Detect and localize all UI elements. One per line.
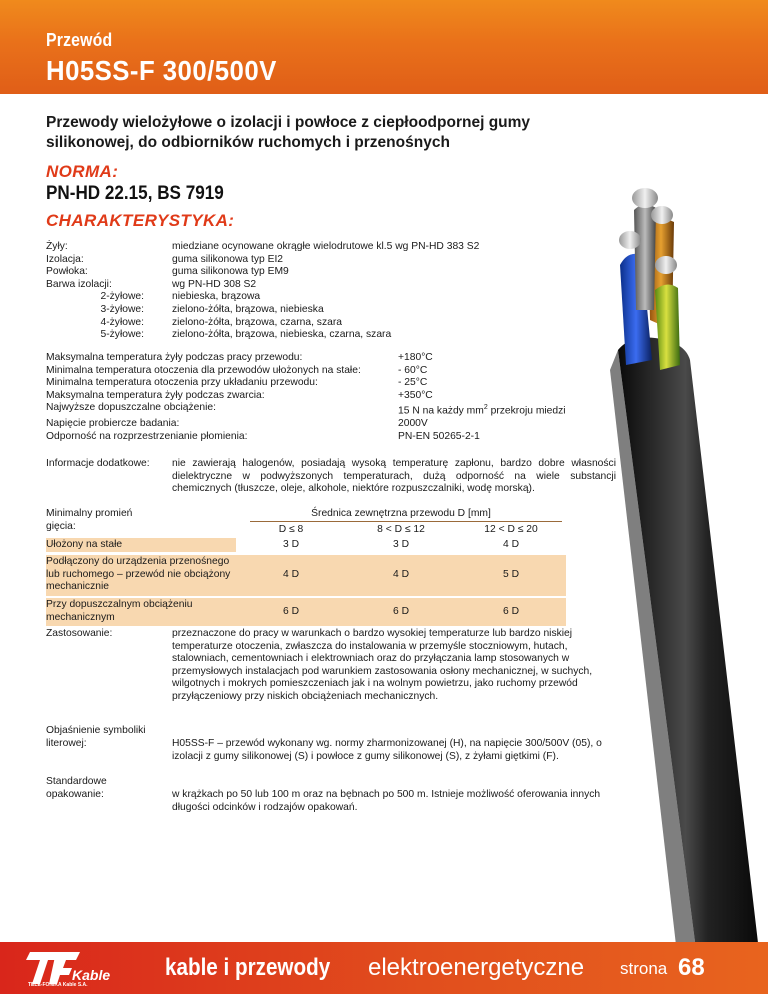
param-row (46, 390, 606, 403)
packaging-value: w krążkach po 50 lub 100 m oraz na bębnach po 500 m. Istnieje możliwość oferowania innych długości odcinków i rodzajów opakowań. (172, 789, 601, 813)
page-number: 68 (678, 954, 705, 981)
param-value-rest: przekroju miedzi (487, 405, 566, 417)
param-key: Najwyższe dopuszczalne obciążenie: (46, 402, 216, 414)
radius-cell: 6 D (502, 606, 520, 617)
char-key: Barwa izolacji: (46, 278, 112, 290)
char-row (46, 254, 546, 267)
param-key: Minimalna temperatura otoczenia przy układaniu przewodu: (46, 377, 318, 389)
param-key: Minimalna temperatura otoczenia dla przewodów ułożonych na stałe: (46, 364, 361, 376)
param-row (46, 402, 606, 418)
product-category: Przewód (46, 30, 113, 50)
symbols-section (46, 725, 626, 763)
char-value: miedziane ocynowane okrągłe wielodrutowe kl.5 wg PN-HD 383 S2 (172, 241, 480, 252)
radius-cell: 6 D (282, 606, 300, 617)
char-row (46, 304, 546, 317)
char-row (46, 241, 546, 254)
symbols-value: H05SS-F – przewód wykonany wg. normy zharmonizowanej (H), na napięcie 300/500V (05), o izolacji z gumy silikonowej (S) i powłoce z gumy silikonowej (S), z żyłami giętkimi (F). (172, 738, 602, 762)
char-row (46, 329, 546, 342)
conductor-strands (619, 231, 641, 249)
cable-illustration (560, 170, 768, 980)
param-key: Maksymalna temperatura żyły podczas pracy przewodu: (46, 352, 303, 363)
char-key: 3-żyłowe: (100, 303, 144, 315)
radius-col-header: 8 < D ≤ 12 (377, 524, 425, 535)
radius-row-label: Podłączony do urządzenia przenośnego lub ruchomego – przewód nie obciążony mechanicznie (46, 556, 231, 593)
char-key: 4-żyłowe: (100, 316, 144, 328)
param-row (46, 431, 606, 444)
conductor-strands (651, 206, 673, 224)
radius-cell: 4 D (282, 569, 300, 580)
charakterystyka-title: CHARAKTERYSTYKA: (46, 211, 235, 230)
additional-info (46, 458, 616, 496)
param-value: +350°C (398, 389, 433, 401)
cable-sheath (618, 338, 768, 981)
char-key: Powłoka: (46, 266, 88, 278)
characteristics-list (46, 241, 546, 342)
param-value: - 60°C (398, 364, 428, 376)
header-banner (0, 0, 768, 94)
param-row (46, 365, 606, 378)
char-key: Żyły: (46, 241, 68, 252)
char-key: Izolacja: (46, 253, 84, 265)
radius-cell: 3 D (392, 539, 410, 550)
norma-value: PN-HD 22.15, BS 7919 (46, 183, 224, 204)
radius-cell: 6 D (392, 606, 410, 617)
radius-col-header: D ≤ 8 (278, 524, 304, 535)
char-value: niebieska, brązowa (172, 291, 261, 303)
packaging-key: Standardowe opakowanie: (46, 776, 107, 800)
param-row (46, 352, 606, 365)
char-row (46, 317, 546, 330)
info-value: nie zawierają halogenów, posiadają wysoką temperaturę zapłonu, bardzo dobre własności dielektryczne w podwyższonych temperaturach, dużą odporność na wiele substancji chemicznych (tłuszcze, oleje, alkohole, niektóre rozpuszczalniki, wodę morską). (172, 458, 616, 495)
radius-header-title: Średnica zewnętrzna przewodu D [mm] (311, 508, 491, 519)
radius-col-header: 12 < D ≤ 20 (484, 524, 538, 535)
param-row (46, 377, 606, 390)
param-value: +180°C (398, 352, 433, 363)
param-value-sup: 2 (483, 404, 488, 412)
conductor-strands (655, 256, 677, 274)
param-key: Napięcie probiercze badania: (46, 418, 180, 430)
char-value: wg PN-HD 308 S2 (172, 278, 257, 290)
cable-image (560, 170, 768, 980)
param-key: Odporność na rozprzestrzenianie płomienia: (46, 430, 248, 442)
char-row (46, 279, 546, 292)
radius-cell: 3 D (282, 539, 300, 550)
param-value-main: 15 N na każdy mm (398, 405, 484, 417)
radius-cell: 4 D (392, 569, 410, 580)
product-title: H05SS-F 300/500V (46, 55, 277, 86)
info-key: Informacje dodatkowe: (46, 458, 150, 469)
char-value: zielono-żółta, brązowa, czarna, szara (172, 316, 342, 328)
char-key: 5-żyłowe: (100, 329, 144, 341)
char-value: zielono-żółta, brązowa, niebieska (172, 303, 324, 315)
radius-row-label: Ułożony na stałe (46, 539, 123, 550)
logo-text: Kable (72, 967, 111, 983)
logo-company-name: TELE-FONIKA Kable S.A. (28, 982, 88, 988)
char-value: guma silikonowa typ EI2 (172, 253, 284, 265)
symbols-key: Objaśnienie symboliki literowej: (46, 725, 146, 749)
char-row (46, 291, 546, 304)
char-key: 2-żyłowe: (100, 291, 144, 303)
norma-title: NORMA: (46, 162, 119, 181)
footer-category-bold: kable i przewody (165, 954, 331, 981)
char-value: guma silikonowa typ EM9 (172, 266, 289, 278)
application-key: Zastosowanie: (46, 628, 113, 639)
param-row (46, 418, 606, 431)
radius-label: Minimalny promień gięcia: (46, 508, 133, 532)
radius-row-label: Przy dopuszczalnym obciążeniu mechanicznym (46, 599, 193, 623)
radius-header (236, 508, 566, 538)
param-value: PN-EN 50265-2-1 (398, 430, 480, 442)
application-section (46, 628, 626, 704)
footer-category-light: elektroenergetyczne (368, 954, 585, 981)
conductor-strands (632, 188, 658, 208)
product-description: Przewody wielożyłowe o izolacji i powłoce z ciepłoodpornej gumy silikonowej, do odbiorników ruchomych i przenośnych (46, 114, 531, 151)
char-row (46, 266, 546, 279)
packaging-section (46, 776, 626, 814)
param-value: 2000V (398, 418, 428, 430)
gray-core (634, 204, 656, 310)
footer-banner (0, 942, 768, 994)
radius-cell: 5 D (502, 569, 520, 580)
page-label: strona (620, 959, 668, 978)
header-divider (250, 521, 562, 522)
application-value: przeznaczone do pracy w warunkach o bardzo wysokiej temperaturze lub bardzo niskiej temperaturze otoczenia, zwłaszcza do instalowania w przemyśle stoczniowym, hutach, stalowniach, cementowniach i elektrowniach oraz do przyłączania lamp stosowanych w przemysłowych instalacjach pod warunkiem zastosowania osłony mechanicznej, w suchych, wilgotnych i mokrych pomieszczeniach jak i na wolnym powietrzu, jako ruchomy przewód przyłączeniowy przy niskich obciążeniach mechanicznych. (172, 628, 593, 702)
param-value: - 25°C (398, 377, 428, 389)
radius-cell: 4 D (502, 539, 520, 550)
param-key: Maksymalna temperatura żyły podczas zwarcia: (46, 389, 265, 401)
parameters-list (46, 352, 606, 444)
bending-radius-table (46, 508, 566, 648)
char-value: zielono-żółta, brązowa, niebieska, czarna, szara (172, 329, 392, 341)
